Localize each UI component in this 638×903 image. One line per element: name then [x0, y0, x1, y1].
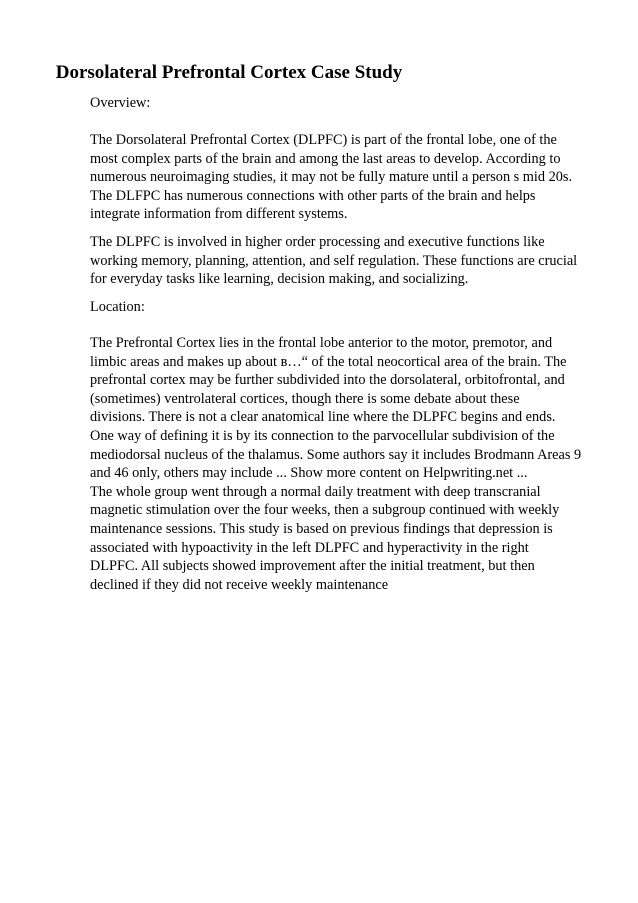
- text-line: The Prefrontal Cortex lies in the frontal lobe anterior to the motor, premotor, and: [90, 335, 553, 351]
- text-line: (sometimes) ventrolateral cortices, though there is some debate about these: [90, 390, 520, 407]
- text-line: prefrontal cortex may be further subdivided into the dorsolateral, orbitofrontal, and: [90, 372, 565, 389]
- text-line: The Dorsolateral Prefrontal Cortex (DLPFC) is part of the frontal lobe, one of the: [90, 132, 557, 148]
- paragraph-location: [90, 334, 600, 594]
- text-line: and 46 only, others may include ... Show more content on Helpwriting.net ...: [90, 465, 528, 482]
- text-line: for everyday tasks like learning, decision making, and socializing.: [90, 271, 469, 288]
- text-line: limbic areas and makes up about в…“ of the total neocortical area of the brain. The: [90, 353, 567, 370]
- text-line: The DLPFC is involved in higher order processing and executive functions like: [90, 234, 545, 250]
- text-line: most complex parts of the brain and among the last areas to develop. According to: [90, 150, 561, 167]
- text-line: One way of defining it is by its connection to the parvocellular subdivision of the: [90, 427, 555, 444]
- text-line: working memory, planning, attention, and self regulation. These functions are crucial: [90, 252, 578, 269]
- text-line: maintenance sessions. This study is based on previous findings that depression is: [90, 520, 553, 537]
- paragraph-overview-1: [90, 131, 600, 224]
- overview-heading: Overview:: [90, 95, 151, 111]
- text-line: divisions. There is not a clear anatomical line where the DLPFC begins and ends.: [90, 409, 556, 426]
- text-line: magnetic stimulation over the four weeks, then a subgroup continued with weekly: [90, 502, 560, 519]
- text-line: The whole group went through a normal daily treatment with deep transcranial: [90, 483, 541, 500]
- location-heading: Location:: [90, 299, 145, 315]
- text-line: mediodorsal nucleus of the thalamus. Some authors say it includes Brodmann Areas 9: [90, 446, 582, 463]
- document-title: Dorsolateral Prefrontal Cortex Case Study: [55, 62, 403, 83]
- text-line: associated with hypoactivity in the left DLPFC and hyperactivity in the right: [90, 539, 529, 556]
- text-line: numerous neuroimaging studies, it may not be fully mature until a person s mid 20s.: [90, 169, 573, 186]
- text-line: integrate information from different systems.: [90, 206, 348, 223]
- text-line: DLPFC. All subjects showed improvement after the initial treatment, but then: [90, 558, 535, 575]
- text-line: declined if they did not receive weekly maintenance: [90, 576, 389, 593]
- text-line: The DLFPC has numerous connections with other parts of the brain and helps: [90, 187, 536, 204]
- paragraph-overview-2: [90, 233, 600, 289]
